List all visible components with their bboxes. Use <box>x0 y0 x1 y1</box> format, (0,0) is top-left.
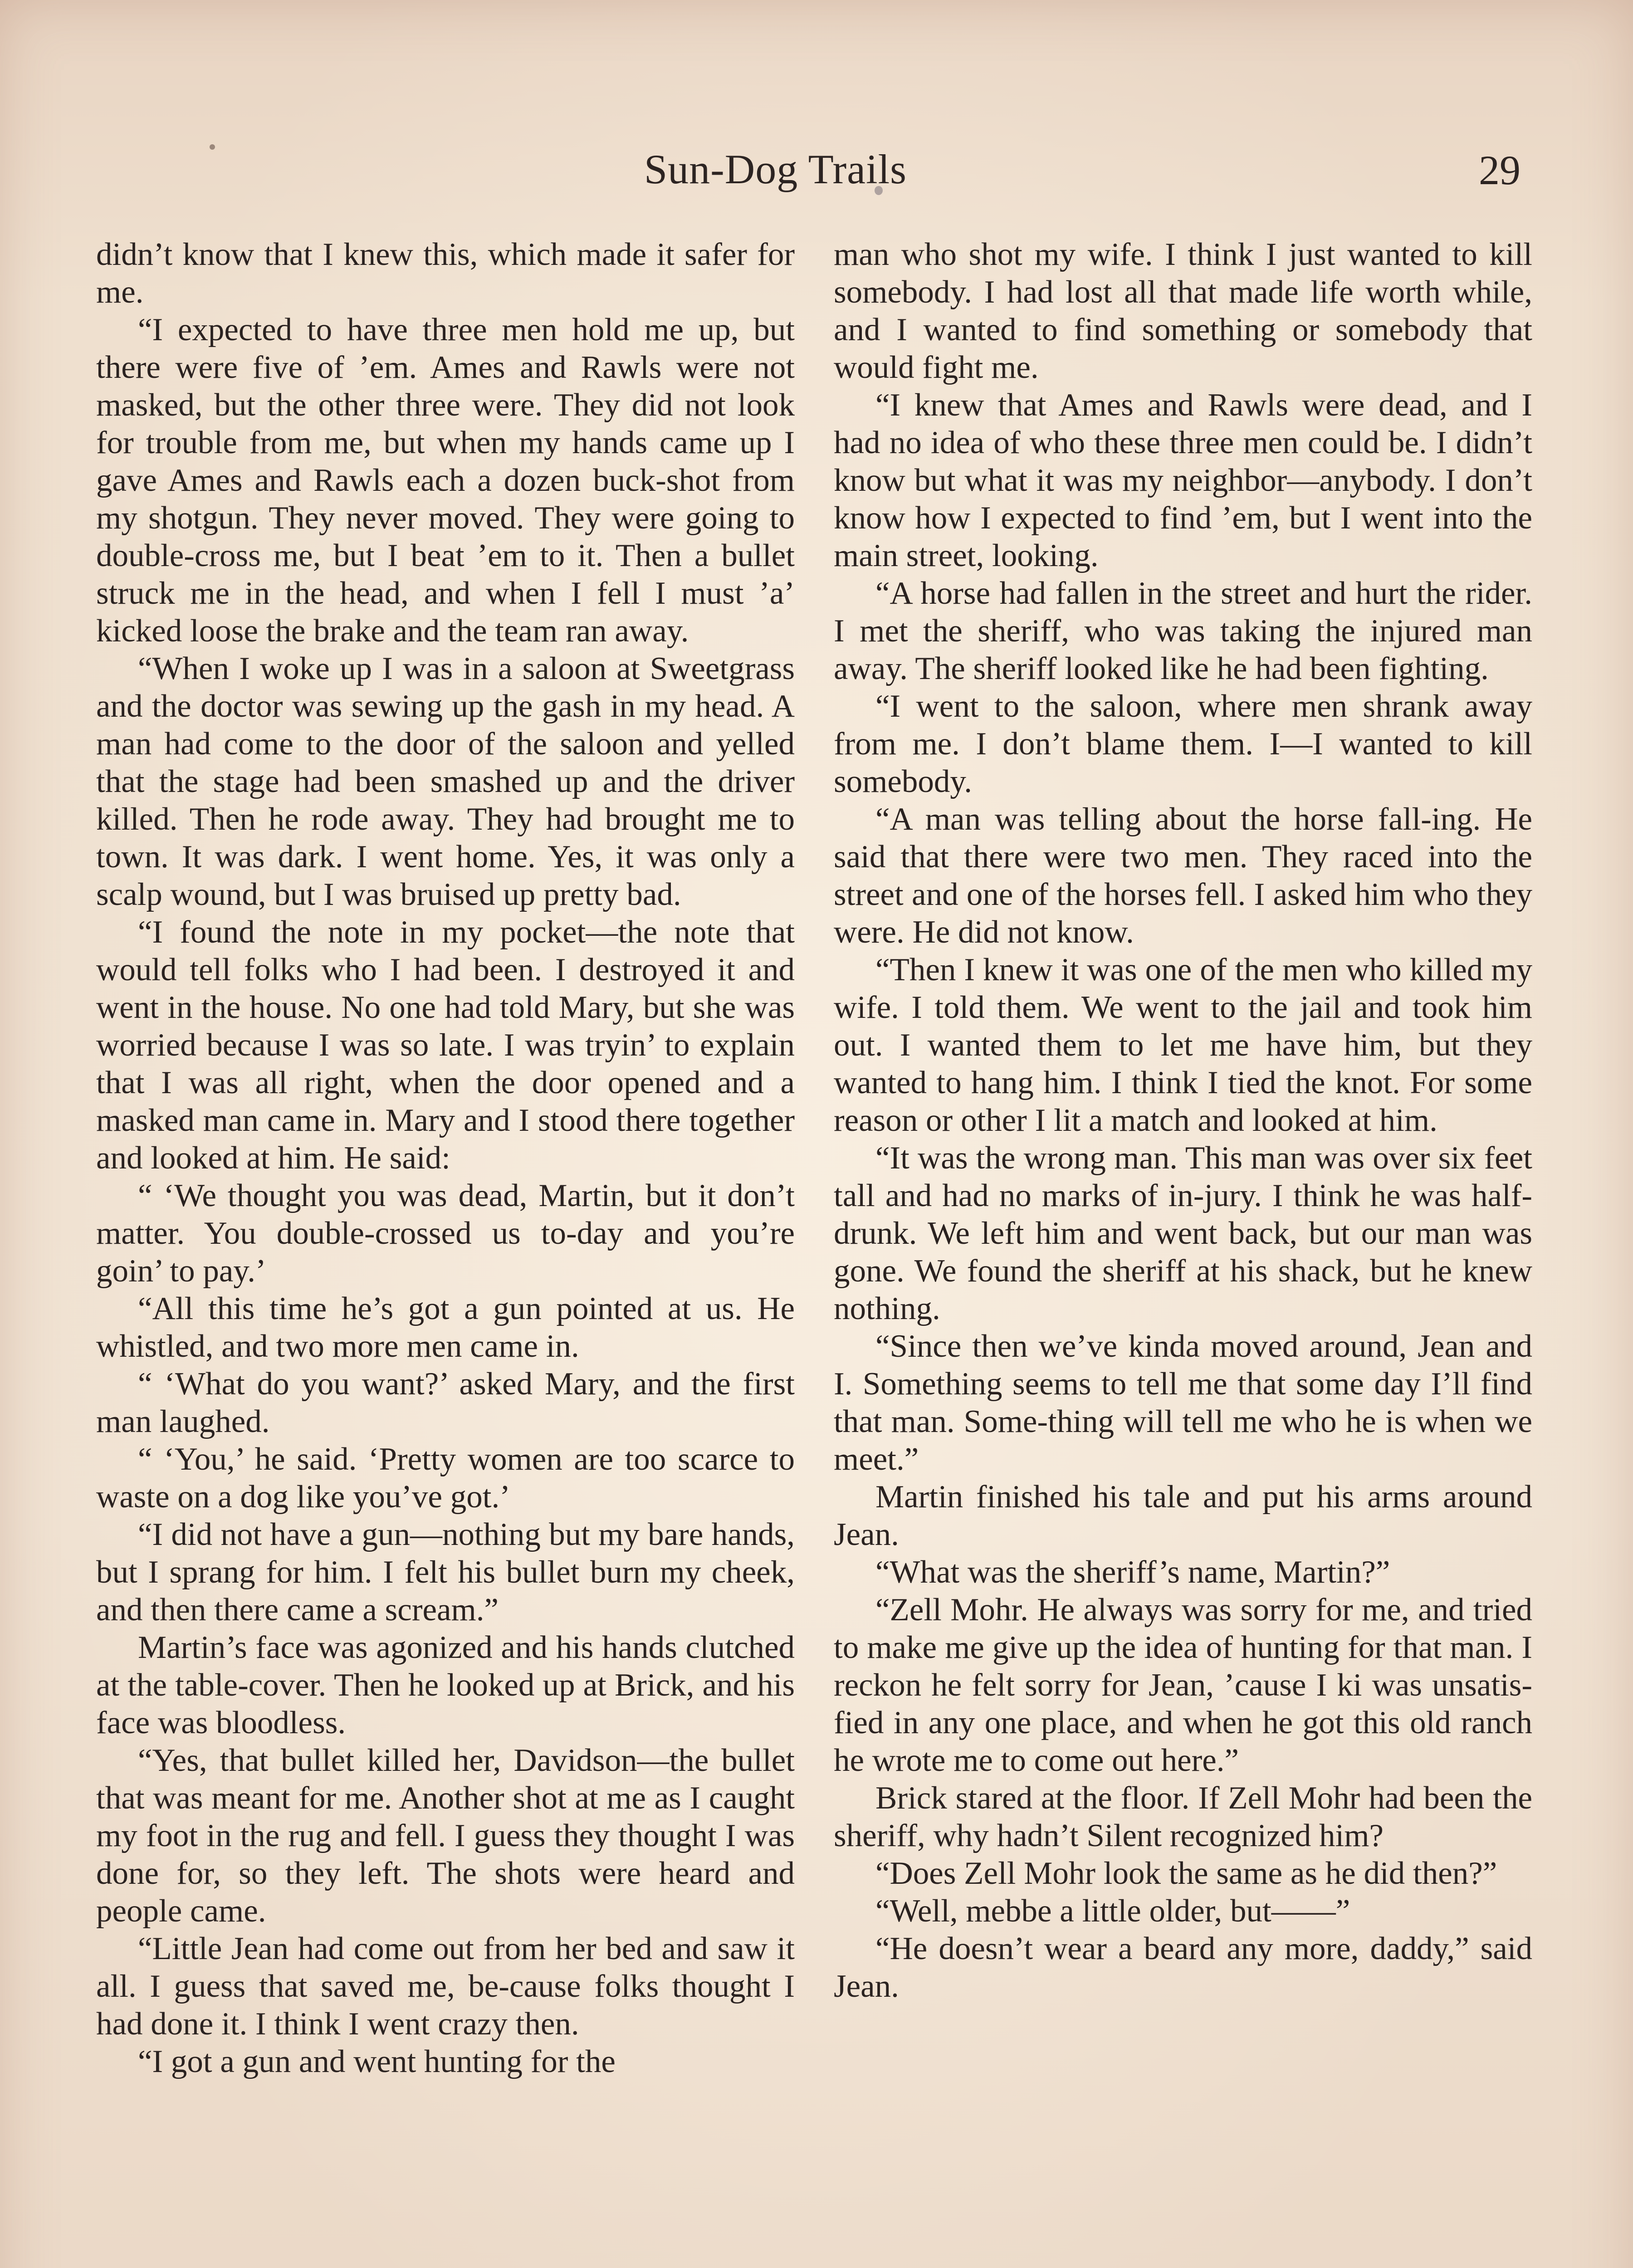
page-header <box>0 145 1633 200</box>
paragraph: “He doesn’t wear a beard any more, daddy,” said Jean. <box>834 1931 1532 2004</box>
paragraph: “Since then we’ve kinda moved around, Jean and I. Something seems to tell me that some day I’ll find that man. Some-thing will tell me who he is when we meet.” <box>834 1329 1532 1477</box>
paragraph: “What was the sheriff’s name, Martin?” <box>875 1554 1390 1590</box>
paragraph: “ ‘We thought you was dead, Martin, but it don’t matter. You double-crossed us to-day and you’re goin’ to pay.’ <box>96 1178 795 1289</box>
paragraph: “I did not have a gun—nothing but my bare hands, but I sprang for him. I felt his bullet burn my cheek, and then there came a scream.” <box>96 1517 795 1628</box>
paragraph: “I knew that Ames and Rawls were dead, and I had no idea of who these three men could be. I didn’t know but what it was my neighbor—anybody. I don’t know how I expected to find ’em, but I went into the main street, looking. <box>834 387 1532 573</box>
paragraph: “All this time he’s got a gun pointed at us. He whistled, and two more men came in. <box>96 1291 795 1364</box>
paragraph: “It was the wrong man. This man was over six feet tall and had no marks of in-jury. I think he was half-drunk. We left him and went back, but our man was gone. We found the sheriff at his shack, but he knew nothing. <box>834 1140 1532 1326</box>
paragraph: “I expected to have three men hold me up, but there were five of ’em. Ames and Rawls were not masked, but the other three were. They did not look for trouble from me, but when my hands came up I gave Ames and Rawls each a dozen buck-shot from my shotgun. They never moved. They were going to double-cross me, but I beat ’em to it. Then a bullet struck me in the head, and when I fell I must ’a’ kicked loose the brake and the team ran away. <box>96 312 795 649</box>
paragraph: Brick stared at the floor. If Zell Mohr had been the sheriff, why hadn’t Silent recognized him? <box>834 1780 1532 1853</box>
paragraph: Martin’s face was agonized and his hands clutched at the table-cover. Then he looked up at Brick, and his face was bloodless. <box>96 1630 795 1740</box>
paragraph: “ ‘You,’ he said. ‘Pretty women are too scarce to waste on a dog like you’ve got.’ <box>96 1442 795 1515</box>
paragraph: “When I woke up I was in a saloon at Sweetgrass and the doctor was sewing up the gash in my head. A man had come to the door of the saloon and yelled that the stage had been smashed up and the driver killed. Then he rode away. They had brought me to town. It was dark. I went home. Yes, it was only a scalp wound, but I was bruised up pretty bad. <box>96 651 795 912</box>
paragraph: “Little Jean had come out from her bed and saw it all. I guess that saved me, be-cause folks thought I had done it. I think I went crazy then. <box>96 1931 795 2042</box>
paragraph: “Then I knew it was one of the men who killed my wife. I told them. We went to the jail and took him out. I wanted them to let me have him, but they wanted to hang him. I think I tied the knot. For some reason or other I lit a match and looked at him. <box>834 952 1532 1138</box>
page-number: 29 <box>1479 147 1521 193</box>
running-title: Sun-Dog Trails <box>644 146 907 192</box>
paragraph: “ ‘What do you want?’ asked Mary, and the first man laughed. <box>96 1366 795 1439</box>
paragraph: “A horse had fallen in the street and hurt the rider. I met the sheriff, who was taking the injured man away. The sheriff looked like he had been fighting. <box>834 576 1532 686</box>
paragraph: “Does Zell Mohr look the same as he did then?” <box>875 1856 1497 1891</box>
paragraph: “Zell Mohr. He always was sorry for me, and tried to make me give up the idea of hunting for that man. I reckon he felt sorry for Jean, ’cause I ki was unsatis-fied in any one place, and when he got this old ranch he wrote me to come out here.” <box>834 1592 1532 1778</box>
paragraph: “I went to the saloon, where men shrank away from me. I don’t blame them. I—I wanted to kill somebody. <box>834 689 1532 799</box>
paragraph: “A man was telling about the horse fall-ing. He said that there were two men. They raced into the street and one of the horses fell. I asked him who they were. He did not know. <box>834 802 1532 950</box>
paragraph: “I got a gun and went hunting for the <box>138 2044 616 2079</box>
paragraph: didn’t know that I knew this, which made it safer for me. <box>96 237 795 310</box>
right-text-column <box>834 236 1532 2005</box>
paragraph: “Well, mebbe a little older, but——” <box>875 1893 1350 1929</box>
paragraph: “Yes, that bullet killed her, Davidson—the bullet that was meant for me. Another shot at me as I caught my foot in the rug and fell. I guess they thought I was done for, so they left. The shots were heard and people came. <box>96 1743 795 1929</box>
paragraph: Martin finished his tale and put his arms around Jean. <box>834 1479 1532 1552</box>
left-text-column <box>96 236 795 2081</box>
paragraph: “I found the note in my pocket—the note that would tell folks who I had been. I destroyed it and went in the house. No one had told Mary, but she was worried because I was so late. I was tryin’ to explain that I was all right, when the door opened and a masked man came in. Mary and I stood there together and looked at him. He said: <box>96 914 795 1176</box>
paragraph: man who shot my wife. I think I just wanted to kill somebody. I had lost all that made life worth while, and I wanted to find something or somebody that would fight me. <box>834 237 1532 385</box>
